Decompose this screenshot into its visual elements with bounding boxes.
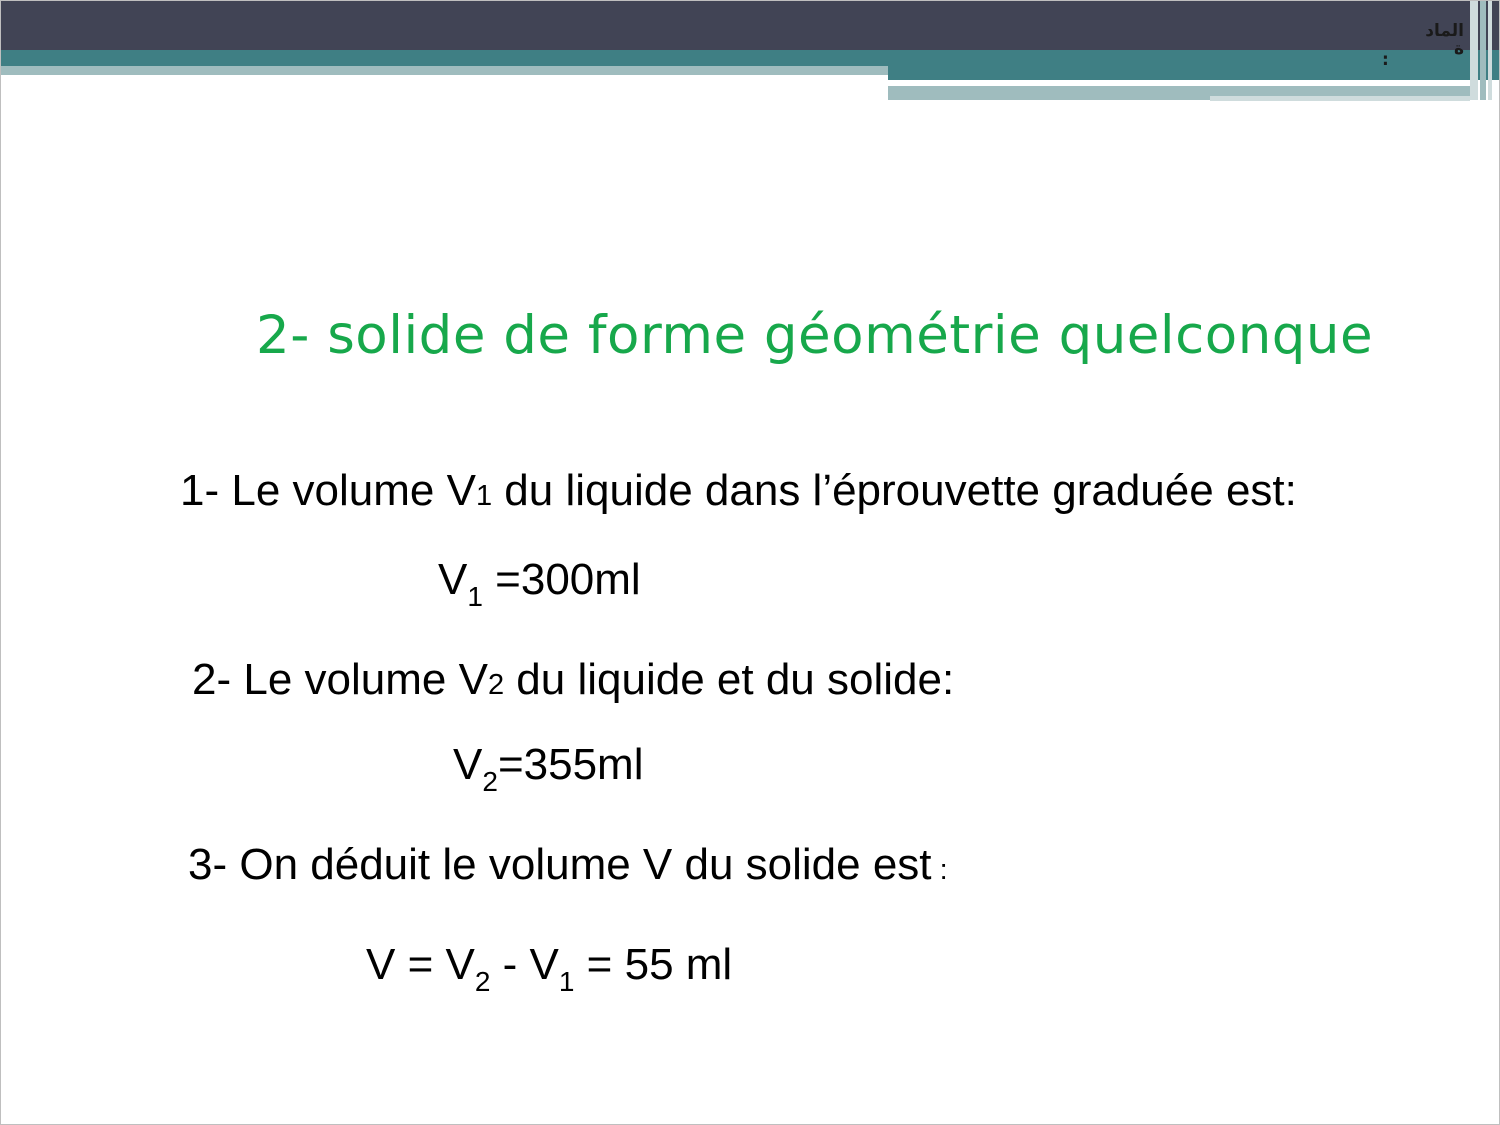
header-band-dark <box>0 0 1500 50</box>
slide-title: 2- solide de forme géométrie quelconque <box>256 305 1374 366</box>
equation-v1 <box>438 555 641 612</box>
header-vertical-stripe <box>1488 0 1492 100</box>
equation-v2-subscript: 2 <box>482 766 498 797</box>
step-1-subscript: 1 <box>475 480 493 512</box>
equation-v-result: = 55 ml <box>574 940 733 989</box>
header-vertical-stripe <box>1470 0 1478 100</box>
corner-label-line1: الماد <box>1425 21 1464 41</box>
step-2-text-a: 2- Le volume V <box>192 655 488 704</box>
step-1 <box>180 466 1297 516</box>
step-3-colon: : <box>931 854 948 886</box>
equation-v-part1: V = V <box>366 940 475 989</box>
equation-v1-symbol: V <box>438 555 468 604</box>
step-1-text-a: 1- Le volume V <box>180 466 476 515</box>
header-band-teal-right <box>888 66 1500 80</box>
step-1-text-b: du liquide dans l’éprouvette graduée est: <box>492 466 1297 515</box>
equation-v2-value: =355ml <box>497 740 644 789</box>
step-3-text: 3- On déduit le volume V du solide est <box>188 840 932 889</box>
equation-v2 <box>453 740 644 797</box>
equation-v-subscript-2: 2 <box>474 966 491 997</box>
header-band-light-under <box>1210 96 1470 101</box>
equation-v-part2: - V <box>490 940 559 989</box>
step-2-subscript: 2 <box>487 669 505 701</box>
equation-v-subscript-1: 1 <box>558 966 575 997</box>
header-vertical-stripe <box>1480 0 1486 100</box>
equation-v1-value: =300ml <box>482 555 641 604</box>
header-band-teal <box>0 50 1500 66</box>
header-band-light-left <box>0 66 888 75</box>
step-3 <box>188 840 948 890</box>
equation-v <box>366 940 733 997</box>
corner-label-line2: ة <box>1453 39 1464 59</box>
equation-v2-symbol: V <box>453 740 483 789</box>
step-2-text-b: du liquide et du solide: <box>504 655 955 704</box>
corner-colon: : <box>1382 50 1389 70</box>
equation-v1-subscript: 1 <box>467 581 483 612</box>
step-2 <box>192 655 954 705</box>
